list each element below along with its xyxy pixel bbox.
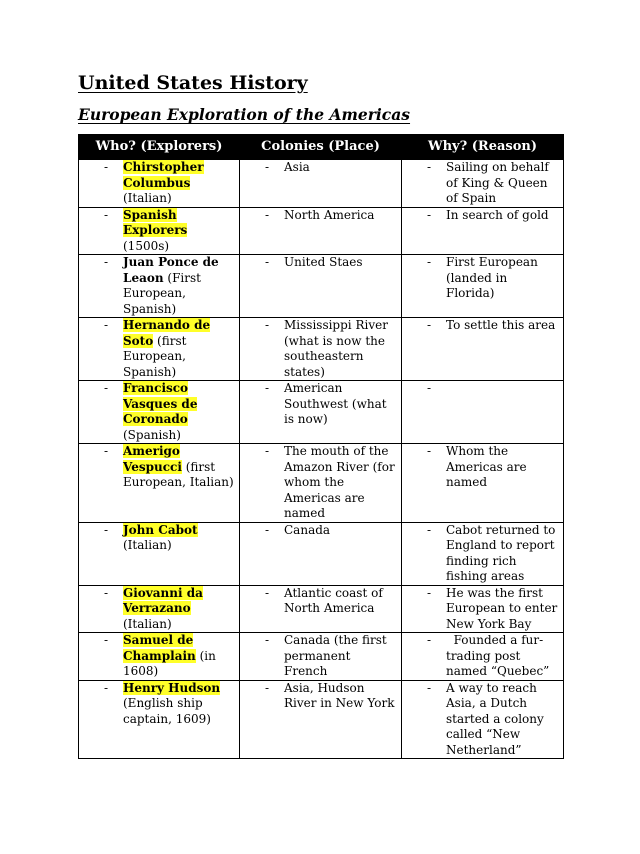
bullet-dash: - [265, 318, 270, 332]
reason-cell [402, 522, 564, 585]
explorer-name: Spanish Explorers [123, 207, 188, 237]
place-text: Atlantic coast of North America [284, 585, 383, 615]
bullet-dash: - [427, 255, 432, 269]
place-cell [240, 160, 402, 208]
who-cell [79, 160, 240, 208]
explorer-name: Amerigo Vespucci [123, 444, 182, 474]
who-cell [79, 381, 240, 444]
who-cell [79, 585, 240, 633]
reason-cell [402, 585, 564, 633]
bullet-dash: - [265, 381, 270, 395]
reason-cell [402, 255, 564, 318]
place-cell [240, 255, 402, 318]
explorer-note: (Italian) [123, 601, 195, 631]
explorer-note: (first European, Spanish) [123, 333, 191, 379]
table-row [79, 585, 564, 633]
table-row [79, 207, 564, 255]
reason-cell [402, 680, 564, 759]
bullet-dash: - [427, 318, 432, 332]
header-place: Colonies (Place) [240, 135, 402, 160]
place-cell [240, 207, 402, 255]
table-row [79, 318, 564, 381]
bullet-dash: - [265, 585, 270, 600]
reason-text: Founded a fur-trading post named “Quebec” [446, 633, 550, 678]
reason-cell [402, 207, 564, 255]
header-reason: Why? (Reason) [402, 135, 564, 160]
place-cell [240, 381, 402, 444]
who-cell [79, 680, 240, 759]
bullet-dash: - [265, 633, 270, 647]
who-cell [79, 318, 240, 381]
explorer-name: Francisco Vasques de Coronado [123, 381, 198, 426]
bullet-dash: - [104, 255, 109, 269]
table-header-row [79, 135, 564, 160]
explorer-note: (English ship captain, 1609) [123, 680, 224, 726]
reason-cell [402, 160, 564, 208]
place-text: Mississippi River (what is now the southeastern states) [284, 318, 388, 379]
table-row [79, 633, 564, 681]
bullet-dash: - [265, 444, 270, 458]
place-cell [240, 318, 402, 381]
explorer-name: Hernando de Soto [123, 318, 211, 348]
who-cell [79, 207, 240, 255]
bullet-dash: - [104, 318, 109, 332]
bullet-dash: - [265, 522, 270, 537]
reason-cell [402, 318, 564, 381]
bullet-dash: - [104, 633, 109, 647]
explorer-name: Samuel de Champlain [123, 633, 196, 663]
who-cell [79, 633, 240, 681]
bullet-dash: - [265, 255, 270, 269]
bullet-dash: - [427, 381, 432, 395]
explorer-note: (First European, Spanish) [123, 270, 205, 316]
bullet-dash: - [104, 381, 109, 395]
table-row [79, 444, 564, 523]
explorer-name: Juan Ponce de Leaon [123, 255, 219, 285]
bullet-dash: - [427, 633, 432, 647]
reason-text: First European (landed in Florida) [446, 255, 542, 300]
place-cell [240, 585, 402, 633]
header-who: Who? (Explorers) [79, 135, 240, 160]
place-cell [240, 444, 402, 523]
reason-text: A way to reach Asia, a Dutch started a colony called “New Netherland” [446, 680, 548, 757]
bullet-dash: - [104, 585, 109, 600]
bullet-dash: - [265, 680, 270, 695]
explorer-name: John Cabot [123, 522, 198, 537]
explorers-table [78, 134, 564, 759]
place-text: North America [284, 207, 375, 222]
explorer-name: Chirstopher Columbus [123, 160, 204, 190]
explorer-note: (in 1608) [123, 648, 220, 678]
bullet-dash: - [104, 160, 109, 174]
bullet-dash: - [104, 444, 109, 458]
table-row [79, 160, 564, 208]
place-text: The mouth of the Amazon River (for whom the Americas are named [284, 444, 395, 520]
reason-cell [402, 633, 564, 681]
bullet-dash: - [427, 522, 432, 537]
who-cell [79, 444, 240, 523]
table-row [79, 680, 564, 759]
bullet-dash: - [427, 207, 432, 222]
place-text: Asia, Hudson River in New York [284, 680, 395, 710]
bullet-dash: - [265, 160, 270, 174]
reason-text: Cabot returned to England to report finding rich fishing areas [446, 522, 560, 583]
reason-text: He was the first European to enter New York Bay [446, 585, 562, 631]
explorer-name: Giovanni da Verrazano [123, 585, 203, 615]
bullet-dash: - [104, 522, 109, 537]
bullet-dash: - [427, 160, 432, 174]
reason-text: To settle this area [446, 318, 556, 332]
explorer-note: (1500s) [123, 223, 192, 253]
bullet-dash: - [265, 207, 270, 222]
who-cell [79, 255, 240, 318]
place-text: Canada (the first permanent French [284, 633, 387, 678]
place-text: Asia [284, 160, 310, 174]
place-text: American Southwest (what is now) [284, 381, 387, 426]
bullet-dash: - [104, 680, 109, 695]
reason-text: In search of gold [446, 207, 549, 222]
explorer-note: (Italian) [123, 175, 195, 205]
table-row [79, 522, 564, 585]
explorer-note: (Spanish) [123, 412, 192, 442]
explorer-note: (first European, Italian) [123, 459, 234, 489]
reason-cell [402, 444, 564, 523]
bullet-dash: - [427, 585, 432, 600]
reason-text: Whom the Americas are named [446, 444, 531, 489]
explorer-note: (Italian) [123, 522, 202, 552]
table-row [79, 255, 564, 318]
reason-text: Sailing on behalf of King & Queen of Spain [446, 160, 553, 205]
reason-cell [402, 381, 564, 444]
place-cell [240, 680, 402, 759]
section-subtitle: European Exploration of the Americas [78, 105, 411, 124]
table-row [79, 381, 564, 444]
place-text: Canada [284, 522, 331, 537]
bullet-dash: - [104, 207, 109, 222]
page-title: United States History [78, 72, 308, 94]
place-cell [240, 522, 402, 585]
bullet-dash: - [427, 444, 432, 458]
bullet-dash: - [427, 680, 432, 695]
place-text: United Staes [284, 255, 363, 269]
explorer-name: Henry Hudson [123, 680, 221, 695]
place-cell [240, 633, 402, 681]
who-cell [79, 522, 240, 585]
